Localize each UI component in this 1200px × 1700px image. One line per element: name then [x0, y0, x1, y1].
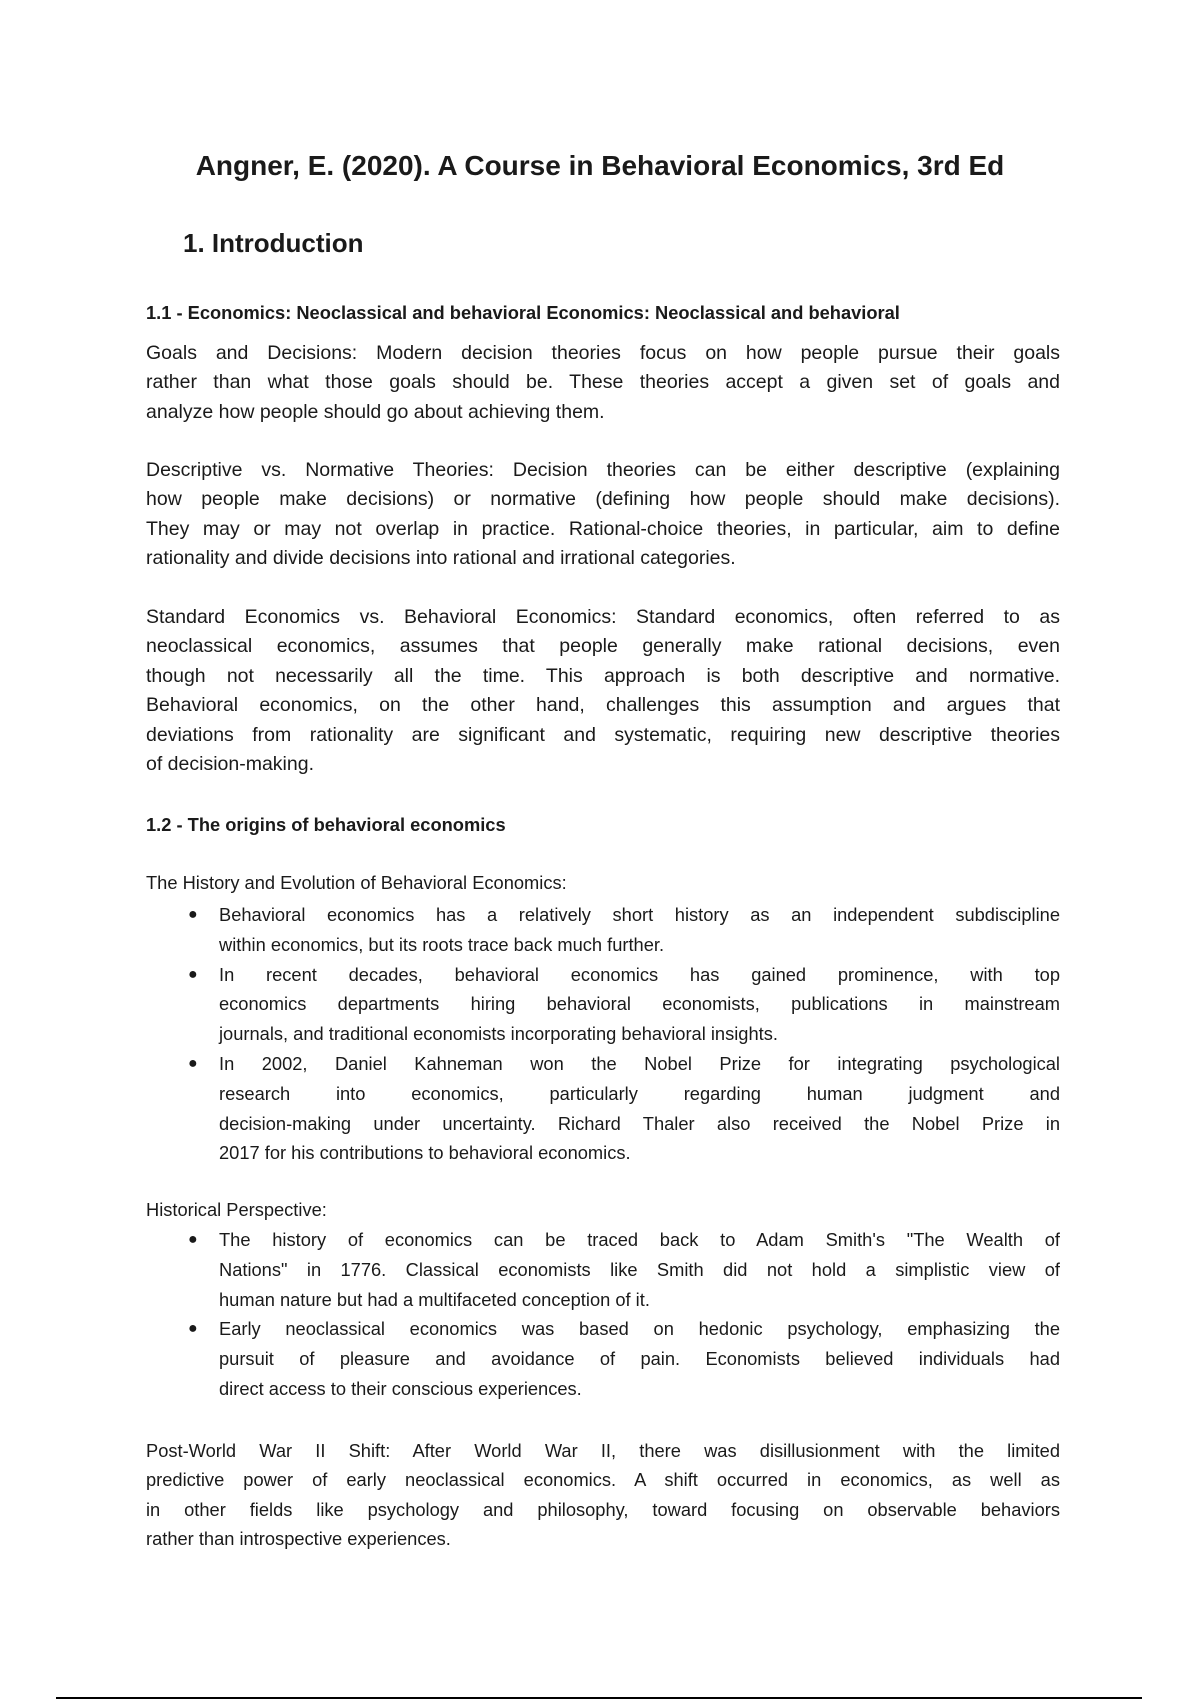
text-line-content: economics departments hiring behavioral economists, publications in mainstream: [219, 993, 1060, 1015]
text-line-content: pursuit of pleasure and avoidance of pain. Economists believed individuals had: [219, 1348, 1060, 1370]
text-line-content: how people make decisions) or normative (defining how people should make decisions).: [146, 488, 1060, 511]
text-line: [188, 1314, 1060, 1344]
paragraph: [146, 603, 1060, 779]
paragraph: [146, 456, 1060, 574]
text-line-content: They may or may not overlap in practice. Rational-choice theories, in particular, aim to define: [146, 517, 1060, 540]
text-line: [146, 485, 1060, 514]
section-heading-1-2: 1.2 - The origins of behavioral economics: [146, 814, 506, 835]
text-line: [146, 515, 1060, 544]
text-line: [219, 989, 1060, 1019]
text-line: [219, 930, 1060, 960]
text-line-content: of decision-making.: [146, 752, 314, 775]
text-line: [146, 750, 1060, 779]
text-line-content: In recent decades, behavioral economics has gained prominence, with top: [219, 963, 1060, 985]
text-line: [146, 721, 1060, 750]
list-item: [188, 1049, 1060, 1168]
chapter-heading: 1. Introduction: [183, 228, 364, 258]
text-line-content: neoclassical economics, assumes that people generally make rational decisions, even: [146, 635, 1060, 658]
text-line-content: within economics, but its roots trace back much further.: [219, 933, 665, 955]
text-line: [219, 1285, 1060, 1315]
text-line-content: rather than what those goals should be. These theories accept a given set of goals and: [146, 371, 1060, 394]
document-title: Angner, E. (2020). A Course in Behavioral Economics, 3rd Ed: [195, 150, 1005, 181]
text-line-content: decision-making under uncertainty. Richard Thaler also received the Nobel Prize in: [219, 1112, 1060, 1134]
text-line: [146, 1524, 1060, 1553]
bullet-list: [188, 900, 1060, 1168]
text-line: [146, 1465, 1060, 1494]
text-line: [146, 1436, 1060, 1465]
text-line-content: research into economics, particularly regarding human judgment and: [219, 1082, 1060, 1104]
section-heading-1-1: 1.1 - Economics: Neoclassical and behavioral Economics: Neoclassical and behavioral: [146, 302, 900, 323]
text-line-content: 2017 for his contributions to behavioral economics.: [219, 1142, 631, 1164]
text-line-content: In 2002, Daniel Kahneman won the Nobel Prize for integrating psychological: [219, 1052, 1060, 1074]
text-line: [146, 339, 1060, 368]
bullet-icon: ●: [188, 1054, 198, 1072]
text-line-content: deviations from rationality are significant and systematic, requiring new descriptive theories: [146, 723, 1060, 746]
footer-divider: [56, 1697, 1142, 1699]
text-line-content: Standard Economics vs. Behavioral Economics: Standard economics, often referred to as: [146, 606, 1060, 628]
text-line-content: human nature but had a multifaceted conception of it.: [219, 1288, 650, 1310]
text-line-content: Behavioral economics has a relatively short history as an independent subdiscipline: [219, 904, 1060, 925]
text-line: [219, 1079, 1060, 1109]
text-line: [219, 1109, 1060, 1139]
text-line-content: direct access to their conscious experiences.: [219, 1377, 582, 1399]
paragraph: [146, 1436, 1060, 1554]
text-line: [146, 603, 1060, 632]
bullet-list: [188, 1225, 1060, 1404]
text-line: [146, 691, 1060, 720]
paragraph: [146, 339, 1060, 427]
text-line-content: Early neoclassical economics was based on hedonic psychology, emphasizing the: [219, 1318, 1060, 1340]
list-item: [188, 900, 1060, 960]
text-line-content: journals, and traditional economists incorporating behavioral insights.: [219, 1023, 778, 1045]
list-item: [188, 1314, 1060, 1403]
text-line-content: Post-World War II Shift: After World War II, there was disillusionment with the limited: [146, 1440, 1060, 1461]
text-line: [146, 368, 1060, 397]
text-line-content: The history of economics can be traced back to Adam Smith's "The Wealth of: [219, 1229, 1060, 1250]
text-line-content: Goals and Decisions: Modern decision theories focus on how people pursue their goals: [146, 342, 1060, 364]
text-line: [219, 1374, 1060, 1404]
text-line: [146, 544, 1060, 573]
bullet-icon: ●: [188, 1231, 198, 1248]
text-line: [146, 662, 1060, 691]
history-label: The History and Evolution of Behavioral Economics:: [146, 872, 567, 893]
bullet-icon: ●: [188, 906, 198, 923]
text-line: [188, 900, 1060, 930]
text-line-content: analyze how people should go about achieving them.: [146, 400, 605, 423]
text-line: [219, 1344, 1060, 1374]
text-line-content: Behavioral economics, on the other hand, challenges this assumption and argues that: [146, 694, 1060, 717]
text-line: [219, 1138, 1060, 1168]
text-line-content: Nations" in 1776. Classical economists like Smith did not hold a simplistic view of: [219, 1258, 1060, 1280]
text-line: [146, 456, 1060, 485]
text-line-content: rationality and divide decisions into rational and irrational categories.: [146, 547, 736, 570]
text-line: [146, 632, 1060, 661]
text-line: [146, 1495, 1060, 1524]
perspective-label: Historical Perspective:: [146, 1199, 327, 1220]
list-item: [188, 1225, 1060, 1314]
bullet-icon: ●: [188, 965, 198, 983]
text-line-content: Descriptive vs. Normative Theories: Decision theories can be either descriptive (explaining: [146, 459, 1060, 481]
text-line: [188, 960, 1060, 990]
text-line: [146, 398, 1060, 427]
text-line: [188, 1225, 1060, 1255]
text-line-content: though not necessarily all the time. This approach is both descriptive and normative.: [146, 664, 1060, 687]
text-line-content: predictive power of early neoclassical economics. A shift occurred in economics, as well as: [146, 1469, 1060, 1491]
text-line-content: rather than introspective experiences.: [146, 1528, 451, 1550]
text-line: [219, 1019, 1060, 1049]
text-line: [219, 1255, 1060, 1285]
bullet-icon: ●: [188, 1320, 198, 1338]
text-line: [188, 1049, 1060, 1079]
list-item: [188, 960, 1060, 1049]
text-line-content: in other fields like psychology and philosophy, toward focusing on observable behaviors: [146, 1498, 1060, 1520]
